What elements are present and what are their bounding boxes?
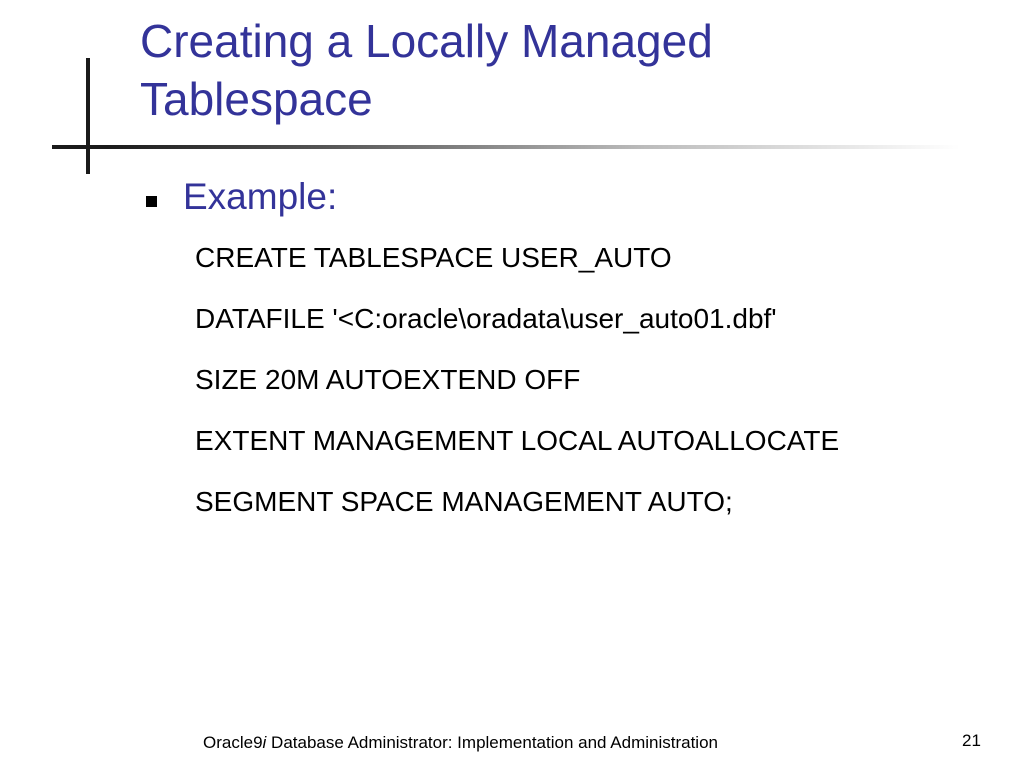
sql-line: DATAFILE '<C:oracle\oradata\user_auto01.dbf' xyxy=(195,303,777,334)
footer-course-name: Database Administrator: Implementation and Administration xyxy=(266,733,718,752)
vertical-rule xyxy=(86,58,90,174)
horizontal-rule xyxy=(52,145,960,149)
sql-line: CREATE TABLESPACE USER_AUTO xyxy=(195,242,672,273)
slide-title-line-2: Tablespace xyxy=(140,73,373,125)
footer-course-title xyxy=(203,733,718,753)
sql-line: SIZE 20M AUTOEXTEND OFF xyxy=(195,364,581,395)
sql-example xyxy=(195,243,1015,548)
slide-title-line-1: Creating a Locally Managed xyxy=(140,15,713,67)
bullet-item xyxy=(146,172,337,222)
sql-line: SEGMENT SPACE MANAGEMENT AUTO; xyxy=(195,486,733,517)
footer-product-italic: i xyxy=(262,733,267,752)
square-bullet-icon xyxy=(146,196,157,207)
sql-line: EXTENT MANAGEMENT LOCAL AUTOALLOCATE xyxy=(195,425,840,456)
footer-product-prefix: Oracle9 xyxy=(203,733,263,752)
bullet-label: Example: xyxy=(183,176,338,217)
slide-title xyxy=(140,12,1000,128)
page-number: 21 xyxy=(962,731,981,750)
